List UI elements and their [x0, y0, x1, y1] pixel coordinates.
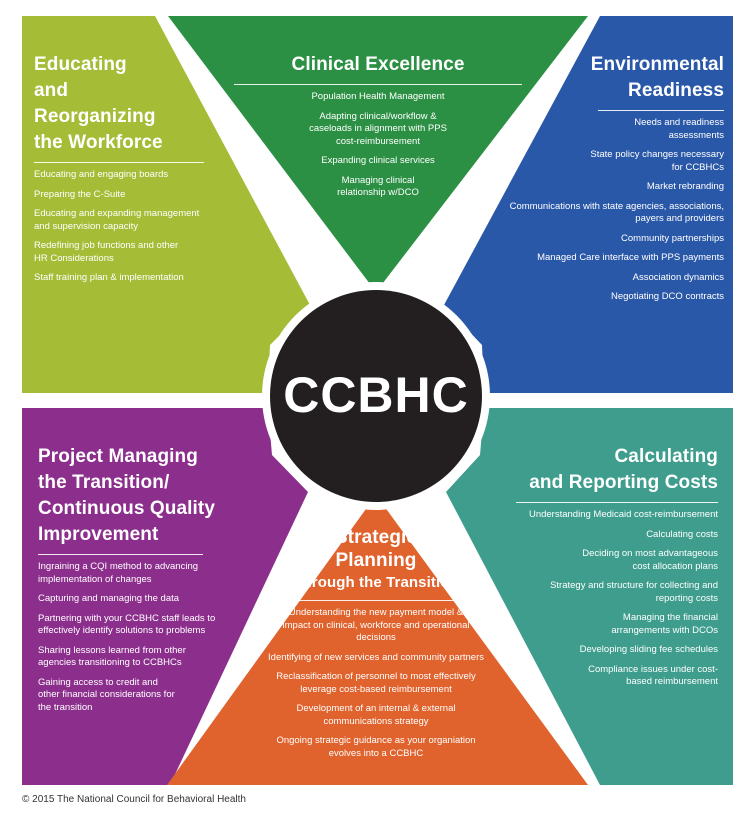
list-item: Understanding Medicaid cost-reimbursement	[528, 509, 718, 520]
project-divider	[38, 554, 203, 555]
title-line: Continuous Quality	[38, 498, 216, 519]
project-list	[38, 561, 248, 714]
list-item: Managing the financial arrangements with DCOs	[611, 612, 718, 636]
hub-label: CCBHC	[283, 367, 469, 423]
workforce-divider	[34, 162, 204, 163]
list-item: Population Health Management	[311, 91, 445, 102]
costs-section	[506, 444, 718, 696]
title-line: and Reporting Costs	[529, 472, 718, 493]
list-item: Compliance issues under cost-based reimbursement	[588, 663, 718, 687]
list-item: Ongoing strategic guidance as your organiation evolves into a CCBHC	[276, 735, 476, 759]
list-item: Identifying of new services and community partners	[268, 651, 484, 663]
list-item: Managing clinical relationship w/DCO	[337, 174, 419, 198]
copyright-text: © 2015 The National Council for Behavioral Health	[22, 794, 246, 805]
costs-title	[506, 444, 718, 496]
strategic-list	[246, 607, 506, 760]
title-line: Strategic	[334, 527, 418, 548]
list-item: Sharing lessons learned from other agencies transitioning to CCBHCs	[38, 644, 186, 668]
list-item: Market rebranding	[646, 181, 724, 192]
list-item: Community partnerships	[621, 232, 724, 244]
list-item: Educating and engaging boards	[34, 169, 169, 180]
workforce-title	[34, 52, 204, 156]
list-item: Needs and readiness assessments	[634, 117, 724, 141]
list-item: Redefining job functions and other HR Considerations	[34, 240, 179, 264]
list-item: Ingraining a CQI method to advancing implementation of changes	[38, 561, 199, 585]
list-item: Partnering with your CCBHC staff leads to effectively identify solutions to problems	[38, 612, 216, 636]
title-line: Calculating	[614, 446, 718, 467]
workforce-list	[34, 169, 204, 285]
strategic-section	[246, 526, 506, 767]
list-item: Strategy and structure for collecting and reporting costs	[550, 580, 718, 604]
clinical-divider	[234, 84, 522, 85]
title-line: Educating	[34, 54, 127, 75]
list-item: Understanding the new payment model & impact on clinical, workforce and operational decisions	[282, 607, 470, 643]
environmental-list	[509, 117, 724, 304]
list-item: Calculating costs	[646, 528, 718, 540]
list-item: Development of an internal & external communications strategy	[296, 703, 456, 727]
list-item: Managed Care interface with PPS payments	[537, 252, 724, 263]
environmental-section	[509, 52, 724, 311]
workforce-section	[34, 52, 204, 292]
strategic-divider	[286, 600, 466, 601]
list-item: State policy changes necessary for CCBHCs	[590, 149, 724, 173]
list-item: Communications with state agencies, associations, payers and providers	[509, 200, 724, 224]
title-line: Improvement	[38, 524, 159, 545]
title-line: Through the Transition	[293, 574, 459, 591]
title-line: Readiness	[628, 80, 724, 101]
list-item: Association dynamics	[632, 271, 724, 283]
list-item: Preparing the C-Suite	[34, 188, 126, 200]
title-line: the Workforce	[34, 132, 163, 153]
costs-divider	[516, 502, 718, 503]
list-item: Staff training plan & implementation	[34, 272, 184, 283]
clinical-list	[228, 91, 528, 200]
list-item: Developing sliding fee schedules	[579, 644, 718, 655]
list-item: Reclassification of personnel to most effectively leverage cost-based reimbursement	[276, 671, 476, 695]
title-line: Project Managing	[38, 446, 198, 467]
environmental-divider	[598, 110, 724, 111]
clinical-title: Clinical Excellence	[291, 54, 465, 75]
costs-list	[506, 509, 718, 689]
list-item: Gaining access to credit and other financial considerations for the transition	[38, 676, 175, 713]
title-line: Environmental	[590, 54, 724, 75]
environmental-title	[528, 52, 724, 104]
list-item: Deciding on most advantageous cost allocation plans	[582, 548, 718, 572]
title-line: and	[34, 80, 69, 101]
strategic-title	[246, 526, 506, 594]
project-section	[38, 444, 248, 721]
list-item: Expanding clinical services	[321, 155, 435, 166]
list-item: Adapting clinical/workflow & caseloads in alignment with PPS cost-reimbursement	[309, 110, 447, 147]
title-line: the Transition/	[38, 472, 170, 493]
list-item: Educating and expanding management and supervision capacity	[34, 208, 200, 232]
title-line: Reorganizing	[34, 106, 156, 127]
list-item: Negotiating DCO contracts	[611, 291, 724, 302]
title-line: Planning	[335, 550, 417, 571]
project-title	[38, 444, 248, 548]
clinical-section	[228, 52, 528, 207]
list-item: Capturing and managing the data	[38, 593, 180, 604]
